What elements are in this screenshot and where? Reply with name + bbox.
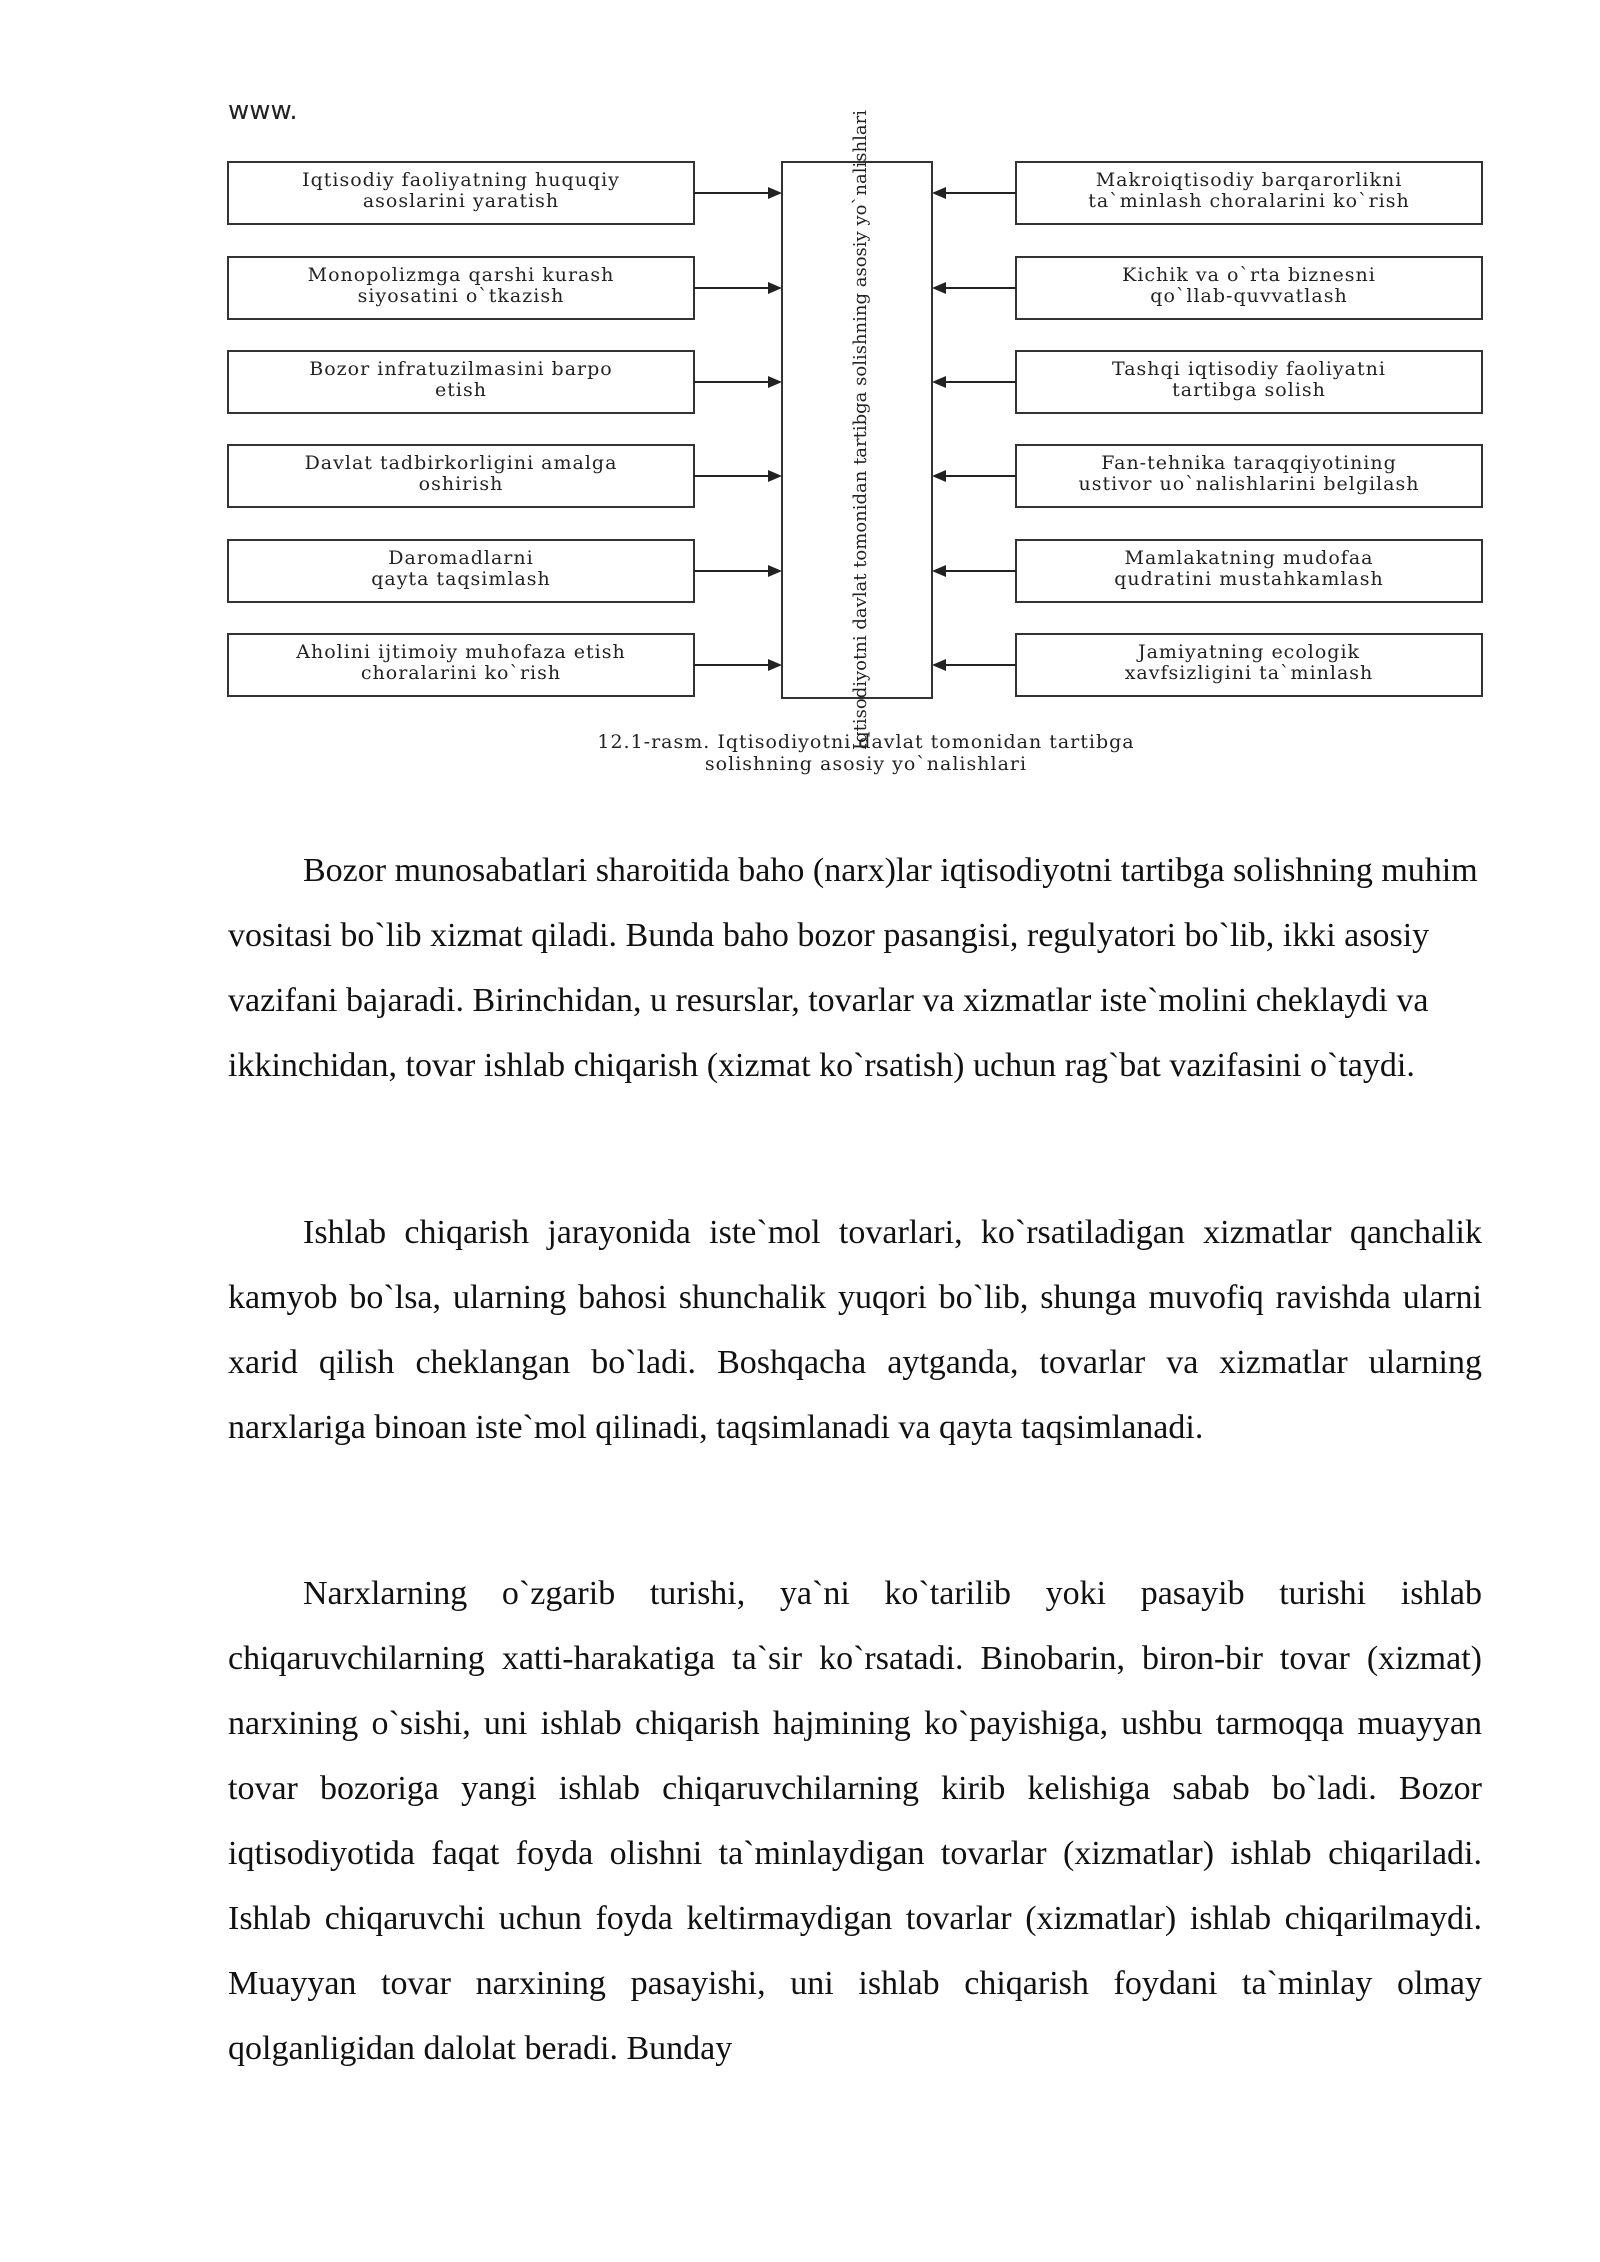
right-box-2-line2: qo`llab-quvvatlash: [1150, 285, 1348, 307]
left-arrows: [694, 187, 782, 671]
right-box-3-line2: tartibga solish: [1172, 379, 1326, 401]
right-box-1-line2: ta`minlash choralarini ko`rish: [1088, 190, 1410, 212]
right-arrows: [932, 187, 1016, 671]
right-box-4-line2: ustivor uo`nalishlarini belgilash: [1078, 473, 1420, 495]
right-arrowhead-5: [932, 565, 946, 577]
left-box-2-line2: siyosatini o`tkazish: [357, 285, 565, 307]
right-box-1: [1016, 162, 1482, 224]
diagram: [0, 0, 1600, 800]
left-box-5-line1: Daromadlarni: [388, 547, 534, 569]
left-box-3-line2: etish: [435, 379, 487, 401]
left-arrowhead-6: [768, 659, 782, 671]
right-box-2: [1016, 257, 1482, 319]
paragraph-1: Bozor munosabatlari sharoitida baho (narx)lar iqtisodiyotni tartibga solishning muhim vositasi bo`lib xizmat qiladi. Bunda baho bozor pasangisi, regulyatori bo`lib, ikki asosiy vazifani bajaradi. Birinchidan, u resurslar, tovarlar va xizmatlar iste`molini cheklaydi va ikkinchidan, tovar ishlab chiqarish (xizmat ko`rsatish) uchun rag`bat vazifasini o`taydi.: [228, 852, 1478, 1084]
left-box-2: [228, 257, 694, 319]
right-arrowhead-4: [932, 470, 946, 482]
page-header: www.: [228, 96, 298, 126]
right-arrowhead-1: [932, 187, 946, 199]
right-box-6-line1: Jamiyatning ecologik: [1137, 641, 1361, 663]
paragraph-3: Narxlarning o`zgarib turishi, ya`ni ko`tarilib yoki pasayib turishi ishlab chiqaruvchilarning xatti-harakatiga ta`sir ko`rsatadi. Binobarin, biron-bir tovar (xizmat) narxining o`sishi, uni ishlab chiqarish hajmining ko`payishiga, ushbu tarmoqqa muayyan tovar bozoriga yangi ishlab chiqaruvchilarning kirib kelishiga sabab bo`ladi. Bozor iqtisodiyotida faqat foyda olishni ta`minlaydigan tovarlar (xizmatlar) ishlab chiqariladi. Ishlab chiqaruvchi uchun foyda keltirmaydigan tovarlar (xizmatlar) ishlab chiqarilmaydi. Muayyan tovar narxining pasayishi, uni ishlab chiqarish foydani ta`minlay olmay qolganligidan dalolat beradi. Bunday: [228, 1575, 1482, 2067]
left-box-1-line1: Iqtisodiy faoliyatning huquqiy: [302, 169, 620, 191]
figure-caption-line2: solishning asosiy yo`nalishlari: [704, 753, 1028, 775]
right-box-5: [1016, 540, 1482, 602]
paragraph-2: Ishlab chiqarish jarayonida iste`mol tovarlari, ko`rsatiladigan xizmatlar qanchalik kamyob bo`lsa, ularning bahosi shunchalik yuqori bo`lib, shunga muvofiq ravishda ularni xarid qilish cheklangan bo`ladi. Boshqacha aytganda, tovarlar va xizmatlar ularning narxlariga binoan iste`mol qilinadi, taqsimlanadi va qayta taqsimlanadi.: [228, 1214, 1482, 1446]
left-box-6-line2: choralarini ko`rish: [360, 662, 562, 684]
left-box-5-line2: qayta taqsimlash: [371, 568, 551, 590]
right-box-5-line2: qudratini mustahkamlash: [1114, 568, 1384, 590]
left-box-6-line1: Aholini ijtimoiy muhofaza etish: [296, 641, 626, 663]
left-box-3-line1: Bozor infratuzilmasini barpo: [309, 358, 613, 380]
right-box-2-line1: Kichik va o`rta biznesni: [1122, 264, 1376, 286]
left-box-3: [228, 351, 694, 413]
left-box-1: [228, 162, 694, 224]
left-arrowhead-5: [768, 565, 782, 577]
left-box-2-line1: Monopolizmga qarshi kurash: [307, 264, 615, 286]
left-arrowhead-3: [768, 376, 782, 388]
left-arrowhead-2: [768, 282, 782, 294]
right-box-3: [1016, 351, 1482, 413]
right-arrowhead-6: [932, 659, 946, 671]
left-box-6: [228, 634, 694, 696]
right-box-4-line1: Fan-tehnika taraqqiyotining: [1101, 452, 1397, 474]
left-box-4-line2: oshirish: [418, 473, 504, 495]
right-box-5-line1: Mamlakatning mudofaa: [1124, 547, 1374, 569]
right-box-3-line1: Tashqi iqtisodiy faoliyatni: [1112, 358, 1386, 380]
right-box-1-line1: Makroiqtisodiy barqarorlikni: [1095, 169, 1403, 191]
right-box-4: [1016, 445, 1482, 507]
left-arrowhead-1: [768, 187, 782, 199]
figure-caption-line1: 12.1-rasm. Iqtisodiyotni davlat tomonidan tartibga: [597, 731, 1135, 753]
right-arrowhead-2: [932, 282, 946, 294]
right-box-6-line2: xavfsizligini ta`minlash: [1124, 662, 1374, 684]
right-arrowhead-3: [932, 376, 946, 388]
center-label: Iqtisodiyotni davlat tomonidan tartibga solishning asosiy yo`nalishlari: [850, 110, 871, 750]
left-box-5: [228, 540, 694, 602]
left-box-4: [228, 445, 694, 507]
left-box-4-line1: Davlat tadbirkorligini amalga: [304, 452, 618, 474]
right-box-6: [1016, 634, 1482, 696]
left-arrowhead-4: [768, 470, 782, 482]
left-box-1-line2: asoslarini yaratish: [362, 190, 560, 212]
